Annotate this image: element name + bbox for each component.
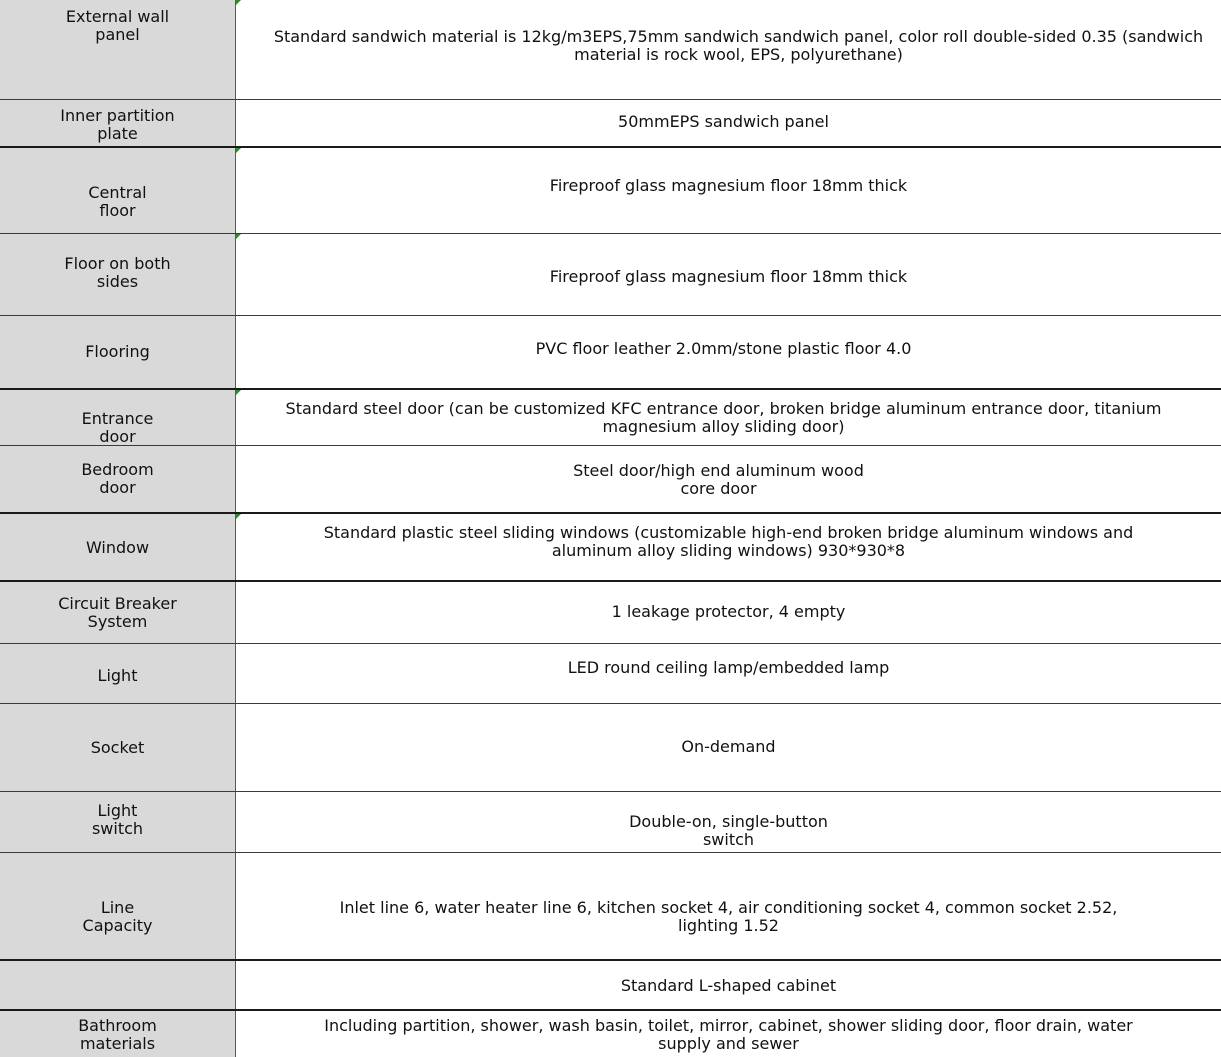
row-value-cell — [236, 0, 1221, 99]
row-label-cell — [0, 644, 236, 703]
row-label-cell — [0, 100, 236, 146]
row-value: PVC floor leather 2.0mm/stone plastic floor 4.0 — [535, 339, 912, 358]
row-value: Standard sandwich material is 12kg/m3EPS,75mm sandwich sandwich panel, color roll double-sided 0.35 (sandwich material is rock wool, EPS, polyurethane) — [273, 26, 1204, 64]
row-value: 50mmEPS sandwich panel — [618, 112, 829, 131]
row-value: 1 leakage protector, 4 empty — [611, 601, 846, 621]
cell-marker-icon — [236, 0, 241, 5]
table-row — [0, 961, 1221, 1011]
row-label-cell — [0, 1011, 236, 1057]
row-value: Inlet line 6, water heater line 6, kitchen socket 4, air conditioning socket 4, common socket 2.52, lighting 1.52 — [339, 898, 1118, 935]
row-label: Socket — [90, 737, 145, 757]
row-label-cell — [0, 446, 236, 512]
table-row — [0, 148, 1221, 234]
row-value: On-demand — [681, 736, 776, 756]
table-row — [0, 644, 1221, 704]
table-row — [0, 316, 1221, 390]
row-label: Window — [85, 538, 150, 557]
row-value-cell — [236, 853, 1221, 959]
table-row — [0, 390, 1221, 446]
cell-marker-icon — [236, 148, 241, 153]
row-value-cell — [236, 582, 1221, 643]
table-row — [0, 100, 1221, 148]
row-label-cell — [0, 390, 236, 445]
table-row — [0, 234, 1221, 316]
row-value-cell — [236, 1011, 1221, 1057]
row-label: Flooring — [85, 342, 150, 361]
row-value: Fireproof glass magnesium floor 18mm thick — [549, 267, 908, 286]
row-label: External wall panel — [65, 7, 170, 44]
row-label-cell — [0, 148, 236, 233]
row-label-cell — [0, 514, 236, 580]
table-row — [0, 792, 1221, 853]
row-label-cell — [0, 234, 236, 315]
row-label: Line Capacity — [82, 898, 153, 935]
row-label: Central floor — [88, 182, 147, 220]
row-label: Circuit Breaker System — [58, 593, 177, 631]
row-label: Bedroom door — [81, 460, 154, 497]
row-value-cell — [236, 644, 1221, 703]
table-row — [0, 853, 1221, 961]
row-label-cell — [0, 792, 236, 852]
row-value: Standard steel door (can be customized KFC entrance door, broken bridge aluminum entrance door, titanium magnesium alloy sliding door) — [285, 398, 1162, 436]
row-value: Fireproof glass magnesium floor 18mm thick — [549, 175, 908, 195]
row-label-cell — [0, 0, 236, 99]
row-value: Including partition, shower, wash basin, toilet, mirror, cabinet, shower sliding door, floor drain, water supply and sewer — [324, 1016, 1133, 1053]
row-value-cell — [236, 446, 1221, 512]
row-value-cell — [236, 234, 1221, 315]
row-label-cell — [0, 316, 236, 388]
row-value: Steel door/high end aluminum wood core door — [573, 461, 864, 498]
row-value: LED round ceiling lamp/embedded lamp — [567, 657, 890, 677]
row-value-cell — [236, 704, 1221, 791]
row-value-cell — [236, 514, 1221, 580]
row-label-cell — [0, 853, 236, 959]
row-label: Light switch — [91, 801, 144, 838]
row-label-cell — [0, 961, 236, 1009]
table-row — [0, 1011, 1221, 1057]
cell-marker-icon — [236, 390, 241, 395]
row-label-cell — [0, 582, 236, 643]
row-label: Bathroom materials — [78, 1016, 157, 1053]
row-value: Double-on, single-button switch — [629, 812, 828, 849]
row-value-cell — [236, 148, 1221, 233]
table-row — [0, 582, 1221, 644]
row-label: Entrance door — [81, 409, 154, 446]
row-value-cell — [236, 316, 1221, 388]
row-label: Light — [97, 665, 138, 685]
row-value-cell — [236, 961, 1221, 1009]
row-value: Standard L-shaped cabinet — [620, 976, 837, 995]
row-value-cell — [236, 390, 1221, 445]
row-label: Inner partition plate — [60, 106, 175, 143]
table-row — [0, 514, 1221, 582]
row-value: Standard plastic steel sliding windows (customizable high-end broken bridge aluminum windows and aluminum alloy sliding windows) 930*930*8 — [323, 523, 1134, 560]
cell-marker-icon — [236, 234, 241, 239]
table-row — [0, 446, 1221, 514]
table-row — [0, 0, 1221, 100]
row-value-cell — [236, 792, 1221, 852]
row-label: Floor on both sides — [64, 254, 171, 291]
table-row — [0, 704, 1221, 792]
row-value-cell — [236, 100, 1221, 146]
row-label-cell — [0, 704, 236, 791]
cell-marker-icon — [236, 514, 241, 519]
